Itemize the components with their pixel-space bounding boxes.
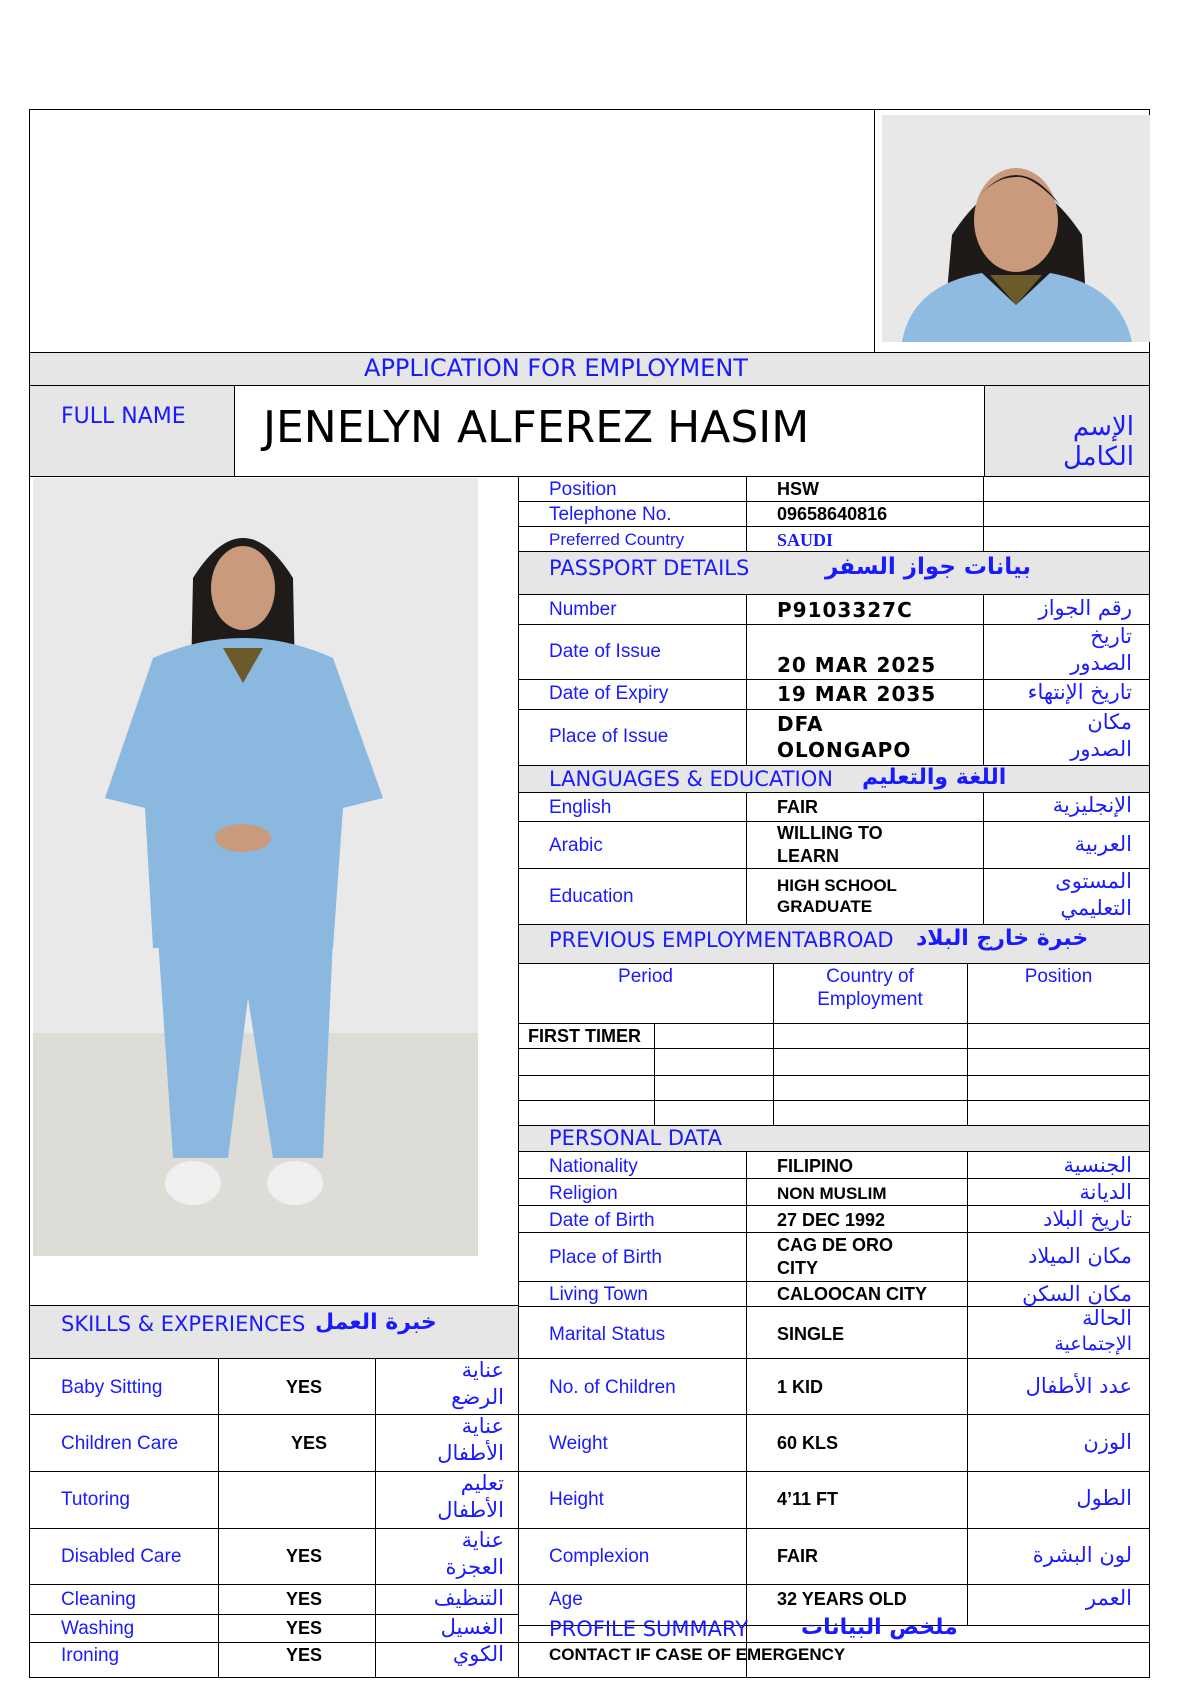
position-label: Position xyxy=(549,479,617,500)
passport-header: PASSPORT DETAILS xyxy=(549,556,750,580)
nationality-value: FILIPINO xyxy=(777,1156,853,1176)
date-of-birth-label: Date of Birth xyxy=(549,1210,655,1231)
place-of-issue-arabic-2: الصدور xyxy=(1070,737,1132,761)
skill-cleaning-label: Cleaning xyxy=(61,1589,136,1610)
skills-header: SKILLS & EXPERIENCES xyxy=(61,1312,306,1336)
arabic-label: Arabic xyxy=(549,835,603,856)
living-town-arabic: مكان السكن xyxy=(1022,1282,1132,1306)
place-of-birth-label: Place of Birth xyxy=(549,1247,662,1268)
date-of-issue-value: 20 MAR 2025 xyxy=(777,653,937,677)
skills-header-arabic: خبرة العمل xyxy=(315,1310,437,1335)
skill-washing-value: YES xyxy=(286,1618,323,1638)
complexion-arabic: لون البشرة xyxy=(1032,1543,1132,1567)
previous-employment-header: PREVIOUS EMPLOYMENTABROAD xyxy=(549,928,894,952)
education-label: Education xyxy=(549,886,634,907)
col-country-1: Country of xyxy=(826,966,914,987)
skill-baby-sitting-label: Baby Sitting xyxy=(61,1377,163,1398)
date-of-expiry-label: Date of Expiry xyxy=(549,683,669,704)
skill-cleaning-arabic: التنظيف xyxy=(433,1586,504,1610)
page-title: APPLICATION FOR EMPLOYMENT xyxy=(364,354,748,382)
skill-tutoring-arabic-1: تعليم xyxy=(460,1471,504,1495)
place-of-issue-value-1: DFA xyxy=(777,712,824,736)
col-country-2: Employment xyxy=(817,989,923,1010)
weight-value: 60 KLS xyxy=(777,1433,839,1453)
full-body-figure xyxy=(33,478,478,1256)
height-arabic: الطول xyxy=(1076,1486,1132,1510)
place-of-birth-arabic: مكان الميلاد xyxy=(1028,1244,1132,1268)
skill-baby-sitting-value: YES xyxy=(286,1377,323,1397)
age-value: 32 YEARS OLD xyxy=(777,1589,907,1609)
skill-cleaning-value: YES xyxy=(286,1589,323,1609)
english-label: English xyxy=(549,797,612,818)
place-of-issue-value-2: OLONGAPO xyxy=(777,738,912,762)
date-of-issue-arabic-1: تاريخ xyxy=(1090,624,1132,648)
place-of-issue-arabic-1: مكان xyxy=(1087,710,1132,734)
living-town-label: Living Town xyxy=(549,1284,648,1305)
education-arabic-1: المستوى xyxy=(1055,869,1132,893)
skill-disabled-care-arabic-1: عناية xyxy=(461,1528,504,1552)
religion-arabic: الديانة xyxy=(1079,1180,1132,1204)
skill-tutoring-arabic-2: الأطفال xyxy=(437,1498,504,1522)
full-name-arabic-1: الإسم xyxy=(1072,412,1134,442)
height-value: 4’11 FT xyxy=(777,1489,839,1509)
place-of-birth-value-1: CAG DE ORO xyxy=(777,1235,894,1255)
arabic-value-2: LEARN xyxy=(777,846,839,866)
living-town-value: CALOOCAN CITY xyxy=(777,1284,927,1304)
passport-number-arabic: رقم الجواز xyxy=(1038,596,1132,620)
skill-washing-arabic: الغسيل xyxy=(440,1615,504,1639)
marital-status-arabic-2: الإجتماعية xyxy=(1054,1333,1132,1355)
religion-value: NON MUSLIM xyxy=(777,1184,887,1203)
skill-disabled-care-value: YES xyxy=(286,1546,323,1566)
complexion-label: Complexion xyxy=(549,1546,650,1567)
education-arabic-2: التعليمي xyxy=(1060,896,1132,920)
nationality-arabic: الجنسية xyxy=(1063,1153,1132,1177)
marital-status-label: Marital Status xyxy=(549,1324,666,1345)
preferred-country-label: Preferred Country xyxy=(549,530,685,549)
col-position: Position xyxy=(1024,966,1093,987)
personal-data-header: PERSONAL DATA xyxy=(549,1126,722,1150)
children-arabic: عدد الأطفال xyxy=(1025,1374,1132,1398)
skill-tutoring-label: Tutoring xyxy=(61,1489,130,1510)
headshot-photo xyxy=(882,115,1150,342)
preferred-country-value: SAUDI xyxy=(777,530,834,550)
arabic-value-1: WILLING TO xyxy=(777,823,883,843)
education-value-2: GRADUATE xyxy=(777,897,873,916)
english-value: FAIR xyxy=(777,797,819,817)
first-timer: FIRST TIMER xyxy=(528,1026,641,1046)
date-of-birth-value: 27 DEC 1992 xyxy=(777,1210,886,1230)
languages-header: LANGUAGES & EDUCATION xyxy=(549,767,833,791)
religion-label: Religion xyxy=(549,1183,618,1204)
date-of-expiry-value: 19 MAR 2035 xyxy=(777,682,937,706)
nationality-label: Nationality xyxy=(549,1156,638,1177)
date-of-expiry-arabic: تاريخ الإنتهاء xyxy=(1027,680,1132,704)
position-value: HSW xyxy=(777,479,819,499)
education-value-1: HIGH SCHOOL xyxy=(777,876,897,895)
height-label: Height xyxy=(549,1489,604,1510)
children-value: 1 KID xyxy=(777,1377,824,1397)
telephone-value: 09658640816 xyxy=(777,504,888,524)
age-arabic: العمر xyxy=(1085,1586,1132,1610)
full-name-arabic-2: الكامل xyxy=(1062,442,1134,472)
complexion-value: FAIR xyxy=(777,1546,819,1566)
telephone-label: Telephone No. xyxy=(549,504,672,525)
date-of-issue-label: Date of Issue xyxy=(549,641,661,662)
profile-summary-header: PROFILE SUMMARY xyxy=(549,1617,749,1641)
full-name-label: FULL NAME xyxy=(61,404,186,429)
headshot-figure xyxy=(882,115,1150,342)
skill-disabled-care-label: Disabled Care xyxy=(61,1546,182,1567)
skill-children-care-arabic-2: الأطفال xyxy=(437,1441,504,1465)
age-label: Age xyxy=(549,1589,583,1610)
skill-ironing-value: YES xyxy=(286,1645,323,1665)
passport-number-value: P9103327C xyxy=(777,598,913,622)
skill-children-care-value: YES xyxy=(291,1433,328,1453)
skill-ironing-label: Ironing xyxy=(61,1645,120,1666)
col-period: Period xyxy=(618,966,673,987)
weight-label: Weight xyxy=(549,1433,608,1454)
skill-children-care-arabic-1: عناية xyxy=(461,1414,504,1438)
place-of-birth-value-2: CITY xyxy=(777,1258,819,1278)
skill-washing-label: Washing xyxy=(61,1618,135,1639)
profile-summary-header-arabic: ملخص البيانات xyxy=(801,1615,958,1640)
previous-employment-header-arabic: خبرة خارج البلاد xyxy=(916,926,1089,951)
place-of-issue-label: Place of Issue xyxy=(549,726,669,747)
skill-ironing-arabic: الكوي xyxy=(452,1642,504,1666)
languages-header-arabic: اللغة والتعليم xyxy=(862,765,1007,790)
passport-header-arabic: بيانات جواز السفر xyxy=(825,554,1031,580)
full-name-value: JENELYN ALFEREZ HASIM xyxy=(263,402,810,453)
children-label: No. of Children xyxy=(549,1377,676,1398)
marital-status-value: SINGLE xyxy=(777,1324,845,1344)
full-body-photo xyxy=(33,478,478,1256)
date-of-birth-arabic: تاريخ البلاد xyxy=(1043,1207,1132,1231)
emergency-contact: CONTACT IF CASE OF EMERGENCY xyxy=(549,1645,846,1664)
skill-baby-sitting-arabic-1: عناية xyxy=(461,1358,504,1382)
skill-disabled-care-arabic-2: العجزة xyxy=(445,1555,504,1579)
marital-status-arabic-1: الحالة xyxy=(1082,1306,1132,1330)
weight-arabic: الوزن xyxy=(1083,1430,1132,1454)
skill-baby-sitting-arabic-2: الرضع xyxy=(451,1385,504,1409)
date-of-issue-arabic-2: الصدور xyxy=(1070,651,1132,675)
passport-number-label: Number xyxy=(549,599,617,620)
english-arabic: الإنجليزية xyxy=(1052,793,1132,817)
arabic-arabic: العربية xyxy=(1074,832,1132,856)
skill-children-care-label: Children Care xyxy=(61,1433,179,1454)
